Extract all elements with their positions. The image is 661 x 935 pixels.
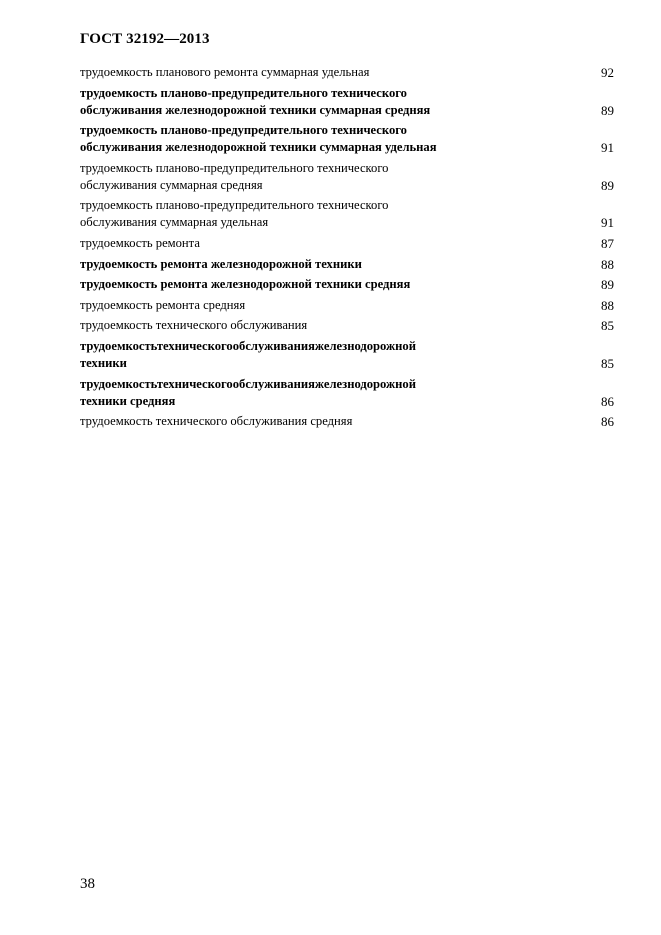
index-entry-line: техники средняя	[80, 393, 176, 408]
index-entry-page: 89	[601, 177, 614, 193]
index-entry-term	[80, 317, 574, 334]
index-entry-line: трудоемкость ремонта средняя	[80, 297, 246, 312]
index-entry-line: трудоемкость планово-предупредительного технического	[80, 123, 407, 138]
index-entry-page: 92	[601, 65, 614, 80]
index-entry-line: трудоемкость планово-предупредительного технического	[80, 160, 389, 175]
index-entry-line: обслуживания железнодорожной техники суммарная удельная	[80, 140, 437, 155]
index-entry-line: трудоемкость технического обслуживания средняя	[80, 414, 353, 429]
index-entry	[80, 376, 614, 410]
index-entry-page: 85	[601, 355, 614, 371]
index-entry-term	[80, 197, 574, 231]
index-entry	[80, 235, 614, 252]
index-entry-line: обслуживания суммарная удельная	[80, 215, 269, 230]
index-entry-line: трудоемкость планового ремонта суммарная удельная	[80, 65, 370, 79]
index-entry-line: обслуживания суммарная средняя	[80, 177, 263, 192]
index-entry-term	[80, 256, 574, 273]
index-entry-term	[80, 160, 574, 194]
subject-index	[80, 64, 614, 434]
index-entry	[80, 85, 614, 119]
index-entry-term	[80, 276, 574, 293]
document-header: ГОСТ 32192—2013	[80, 31, 210, 47]
index-entry-term	[80, 338, 574, 372]
index-entry	[80, 160, 614, 194]
index-entry-line: трудоемкость ремонта железнодорожной техники	[80, 256, 362, 271]
index-entry	[80, 338, 614, 372]
index-entry-line: техники	[80, 355, 127, 370]
index-entry-term	[80, 85, 574, 119]
index-entry-term	[80, 64, 574, 81]
index-entry-page: 86	[601, 414, 614, 430]
index-entry	[80, 256, 614, 273]
index-entry	[80, 122, 614, 156]
page-number: 38	[80, 876, 95, 892]
index-entry-line: трудоемкость планово-предупредительного технического	[80, 85, 407, 100]
index-entry-term	[80, 235, 574, 252]
index-entry	[80, 317, 614, 334]
index-entry	[80, 197, 614, 231]
index-entry-line: трудоемкостьтехническогообслуживанияжелезнодорожной	[80, 376, 416, 391]
index-entry	[80, 413, 614, 430]
index-entry	[80, 276, 614, 293]
index-entry-term	[80, 413, 574, 430]
index-entry-page: 88	[601, 297, 614, 313]
index-entry-page: 91	[601, 215, 614, 231]
index-entry-line: трудоемкость технического обслуживания	[80, 318, 308, 333]
index-entry	[80, 297, 614, 314]
index-entry-line: трудоемкостьтехническогообслуживанияжелезнодорожной	[80, 338, 416, 353]
index-entry-line: обслуживания железнодорожной техники суммарная средняя	[80, 102, 431, 117]
index-entry-page: 89	[601, 277, 614, 293]
index-entry-term	[80, 122, 574, 156]
index-entry-page: 85	[601, 318, 614, 334]
index-entry-line: трудоемкость планово-предупредительного технического	[80, 198, 389, 213]
index-entry-term	[80, 297, 574, 314]
index-entry-line: трудоемкость ремонта железнодорожной техники средняя	[80, 277, 411, 292]
index-entry-line: трудоемкость ремонта	[80, 235, 200, 250]
index-entry	[80, 64, 614, 81]
index-entry-page: 87	[601, 235, 614, 251]
index-entry-page: 88	[601, 256, 614, 272]
index-entry-page: 89	[601, 102, 614, 118]
index-entry-term	[80, 376, 574, 410]
index-entry-page: 91	[601, 140, 614, 156]
index-entry-page: 86	[601, 393, 614, 409]
